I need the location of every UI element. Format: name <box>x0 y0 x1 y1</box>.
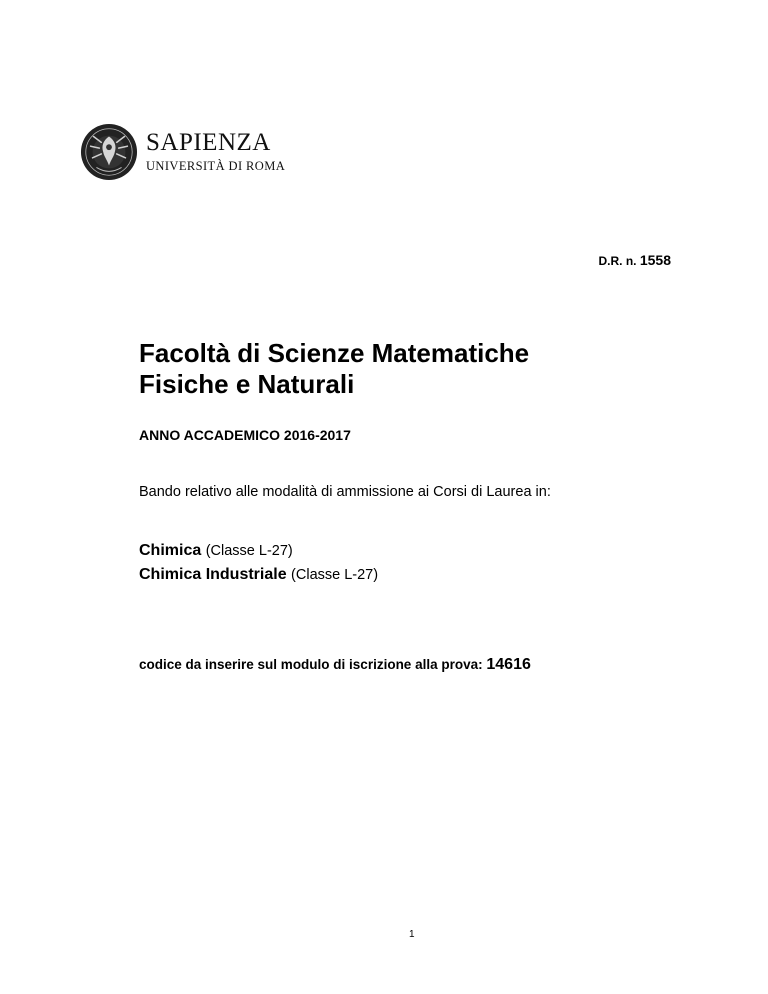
logo-wordmark <box>146 130 285 174</box>
decree-label: D.R. n. <box>598 254 637 268</box>
course-item <box>139 566 378 584</box>
faculty-title-line-2: Fisiche e Naturali <box>139 369 355 399</box>
university-logo <box>80 122 285 182</box>
decree-number: 1558 <box>639 252 671 268</box>
decree-reference <box>599 252 672 268</box>
course-class: (Classe L-27) <box>291 567 379 583</box>
course-item <box>139 542 293 560</box>
registration-code-label: codice da inserire sul modulo di iscrizione alla prova: <box>139 657 483 672</box>
page-number: 1 <box>409 929 415 940</box>
course-name: Chimica Industriale <box>139 566 287 583</box>
faculty-title-line-1: Facoltà di Scienze Matematiche <box>139 338 530 368</box>
course-class: (Classe L-27) <box>205 543 293 559</box>
academic-year: ANNO ACCADEMICO 2016-2017 <box>139 427 351 443</box>
intro-text: Bando relativo alle modalità di ammissione ai Corsi di Laurea in: <box>139 484 551 500</box>
registration-code-value: 14616 <box>486 656 531 673</box>
logo-name: SAPIENZA <box>146 129 271 156</box>
logo-subtitle: UNIVERSITÀ DI ROMA <box>146 159 286 173</box>
faculty-title <box>139 338 659 400</box>
course-name: Chimica <box>139 542 202 559</box>
registration-code <box>139 656 531 674</box>
sapienza-seal-icon <box>80 123 138 181</box>
